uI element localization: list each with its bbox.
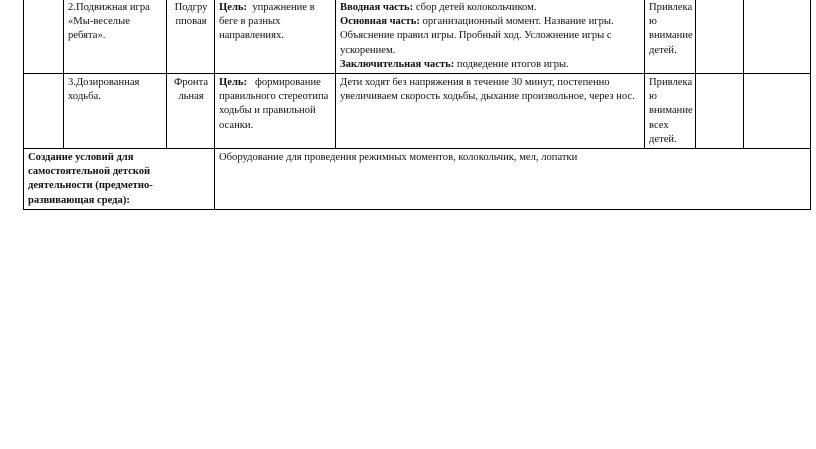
row-index-cell — [24, 74, 64, 149]
content-cell — [336, 0, 645, 74]
empty-cell — [744, 74, 811, 149]
goal-text: упражнение в беге в разных направлениях. — [219, 2, 315, 42]
goal-cell — [215, 74, 336, 149]
table-row — [24, 0, 811, 74]
goal-cell — [215, 0, 336, 74]
note-cell: Привлека ю внимание всех детей. — [645, 74, 696, 149]
empty-cell — [744, 0, 811, 74]
content-text: организационный момент. Название игры. Объяснение правил игры. Пробный ход. Усложнение игры с ускорением. — [340, 16, 614, 56]
form-cell: Фронта льная — [167, 74, 215, 149]
content-text: подведение итогов игры. — [456, 58, 569, 70]
conditions-row — [24, 149, 811, 210]
activity-cell: 2.Подвижная игра «Мы-веселые ребята». — [64, 0, 167, 74]
row-index-cell — [24, 0, 64, 74]
activity-cell: 3.Дозированная ходьба. — [64, 74, 167, 149]
form-cell: Подгру пповая — [167, 0, 215, 74]
content-label: Основная часть: — [340, 16, 420, 28]
content-text: сбор детей колокольчиком. — [415, 2, 537, 13]
content-label: Заключительная часть: — [340, 58, 455, 70]
table-row — [24, 74, 811, 149]
lesson-plan-table — [23, 0, 811, 210]
content-label: Вводная часть: — [340, 2, 414, 13]
goal-label: Цель: — [219, 77, 248, 89]
content-cell: Дети ходят без напряжения в течение 30 минут, постепенно увеличиваем скорость ходьбы, дыхание произвольное, через нос. — [336, 74, 645, 149]
empty-cell — [696, 0, 744, 74]
empty-cell — [696, 74, 744, 149]
conditions-label: Создание условий для самостоятельной детской деятельности (предметно-развивающая среда): — [24, 149, 215, 210]
goal-label: Цель: — [219, 2, 248, 13]
conditions-text: Оборудование для проведения режимных моментов, колокольчик, мел, лопатки — [215, 149, 811, 210]
note-cell: Привлека ю внимание детей. — [645, 0, 696, 74]
goal-text: формирование правильного стереотипа ходьбы и правильной осанки. — [219, 77, 329, 131]
